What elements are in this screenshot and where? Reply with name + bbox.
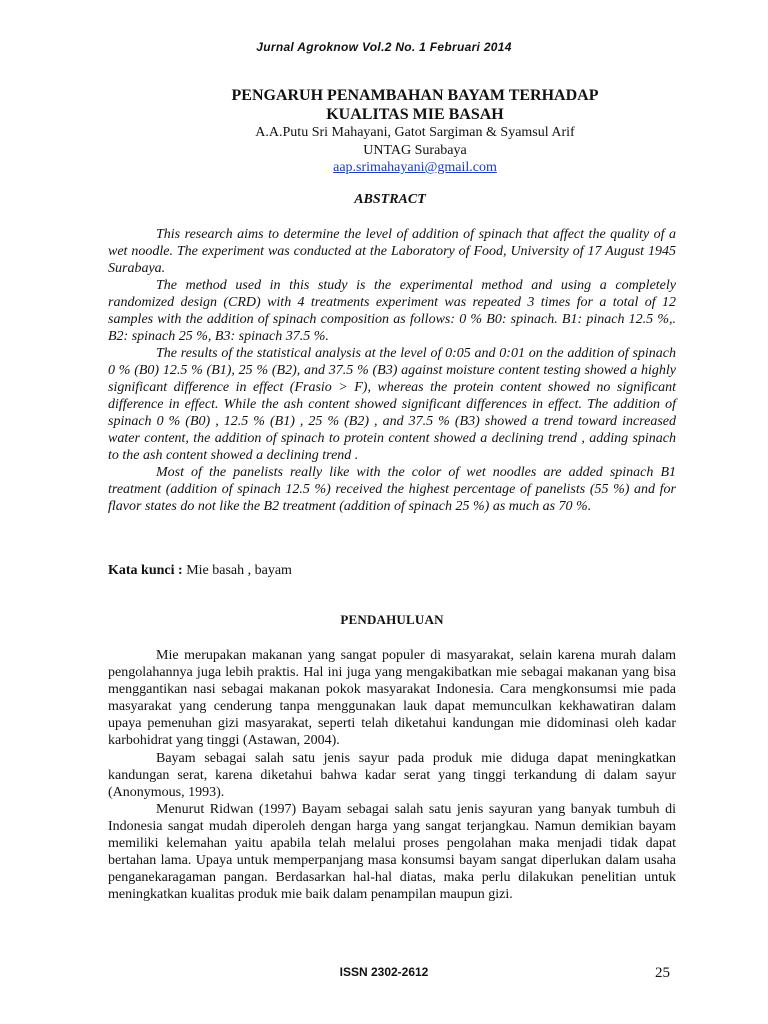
paper-title-line-1: PENGARUH PENAMBAHAN BAYAM TERHADAP bbox=[231, 87, 599, 104]
section-heading-pendahuluan: PENDAHULUAN bbox=[340, 612, 444, 627]
author-email-link[interactable]: aap.srimahayani@gmail.com bbox=[333, 160, 497, 175]
keywords bbox=[108, 563, 676, 579]
authors: A.A.Putu Sri Mahayani, Gatot Sargiman & Syamsul Arif bbox=[255, 125, 575, 140]
abstract-paragraph: The results of the statistical analysis at the level of 0:05 and 0:01 on the addition of spinach 0 % (B0) 12.5 % (B1), 25 % (B2), and 37.5 % (B3) against moisture content testing showed a highly significant difference in effect (Frasio > F), whereas the protein content showed no significant difference in effect. While the ash content showed significant differences in effect. The addition of spinach 0 % (B0) , 12.5 % (B1) , 25 % (B2) , and 37.5 % (B3) showed a trend toward increased water content, the addition of spinach to protein content showed a declining trend , adding spinach to the ash content showed a declining trend . bbox=[108, 346, 676, 463]
issn-footer: ISSN 2302-2612 bbox=[339, 965, 429, 979]
author-email[interactable] bbox=[120, 159, 710, 177]
keywords-value: Mie basah , bayam bbox=[182, 563, 292, 578]
keywords-label: Kata kunci : bbox=[108, 563, 183, 578]
abstract-heading: ABSTRACT bbox=[354, 192, 426, 207]
body-paragraph: Bayam sebagai salah satu jenis sayur pada produk mie diduga dapat meningkatkan kandungan serat, karena diketahui bahwa kadar serat yang tinggi terkandung di dalam sayur (Anonymous, 1993). bbox=[108, 750, 676, 800]
section-body bbox=[108, 647, 676, 903]
paper-title bbox=[120, 86, 710, 124]
page-number: 25 bbox=[655, 965, 670, 981]
abstract-body bbox=[108, 226, 676, 515]
body-paragraph: Mie merupakan makanan yang sangat populer di masyarakat, selain karena murah dalam pengolahannya juga lebih praktis. Hal ini juga yang mengakibatkan mie sebagai makanan yang bisa menggantikan nasi sebagai makanan pokok masyarakat Indonesia. Cara mengkonsumsi mie pada masyarakat yang cenderung tanpa menggunakan lauk dapat memunculkan kekhawatiran dalam upaya pemenuhan gizi masyarakat, seperti telah diketahui kandungan mie didominasi oleh kadar karbohidrat yang tinggi (Astawan, 2004). bbox=[108, 648, 676, 749]
journal-header: Jurnal Agroknow Vol.2 No. 1 Februari 2014 bbox=[256, 40, 512, 54]
affiliation: UNTAG Surabaya bbox=[363, 143, 467, 158]
abstract-paragraph: This research aims to determine the level of addition of spinach that affect the quality of a wet noodle. The experiment was conducted at the Laboratory of Food, University of 17 August 1945 Surabaya. bbox=[108, 227, 676, 276]
paper-title-line-2: KUALITAS MIE BASAH bbox=[326, 106, 504, 123]
abstract-paragraph: The method used in this study is the experimental method and using a completely randomized design (CRD) with 4 treatments experiment was repeated 3 times for a total of 12 samples with the addition of spinach composition as follows: 0 % B0: spinach. B1: pinach 12.5 %,. B2: spinach 25 %, B3: spinach 37.5 %. bbox=[108, 278, 676, 344]
body-paragraph: Menurut Ridwan (1997) Bayam sebagai salah satu jenis sayuran yang banyak tumbuh di Indonesia sangat mudah diperoleh dengan harga yang sangat terjangkau. Namun demikian bayam memiliki kelemahan yaitu apabila telah melalui proses pengolahan maka menjadi tidak dapat bertahan lama. Upaya untuk memperpanjang masa konsumsi bayam sangat diperlukan dalam usaha penganekaragaman pangan. Berdasarkan hal-hal diatas, maka perlu dilakukan penelitian untuk meningkatkan kualitas produk mie baik dalam penampilan maupun gizi. bbox=[108, 801, 676, 903]
abstract-paragraph: Most of the panelists really like with the color of wet noodles are added spinach B1 treatment (addition of spinach 12.5 %) received the highest percentage of panelists (55 %) and for flavor states do not like the B2 treatment (addition of spinach 25 %) as much as 70 %. bbox=[108, 465, 676, 514]
